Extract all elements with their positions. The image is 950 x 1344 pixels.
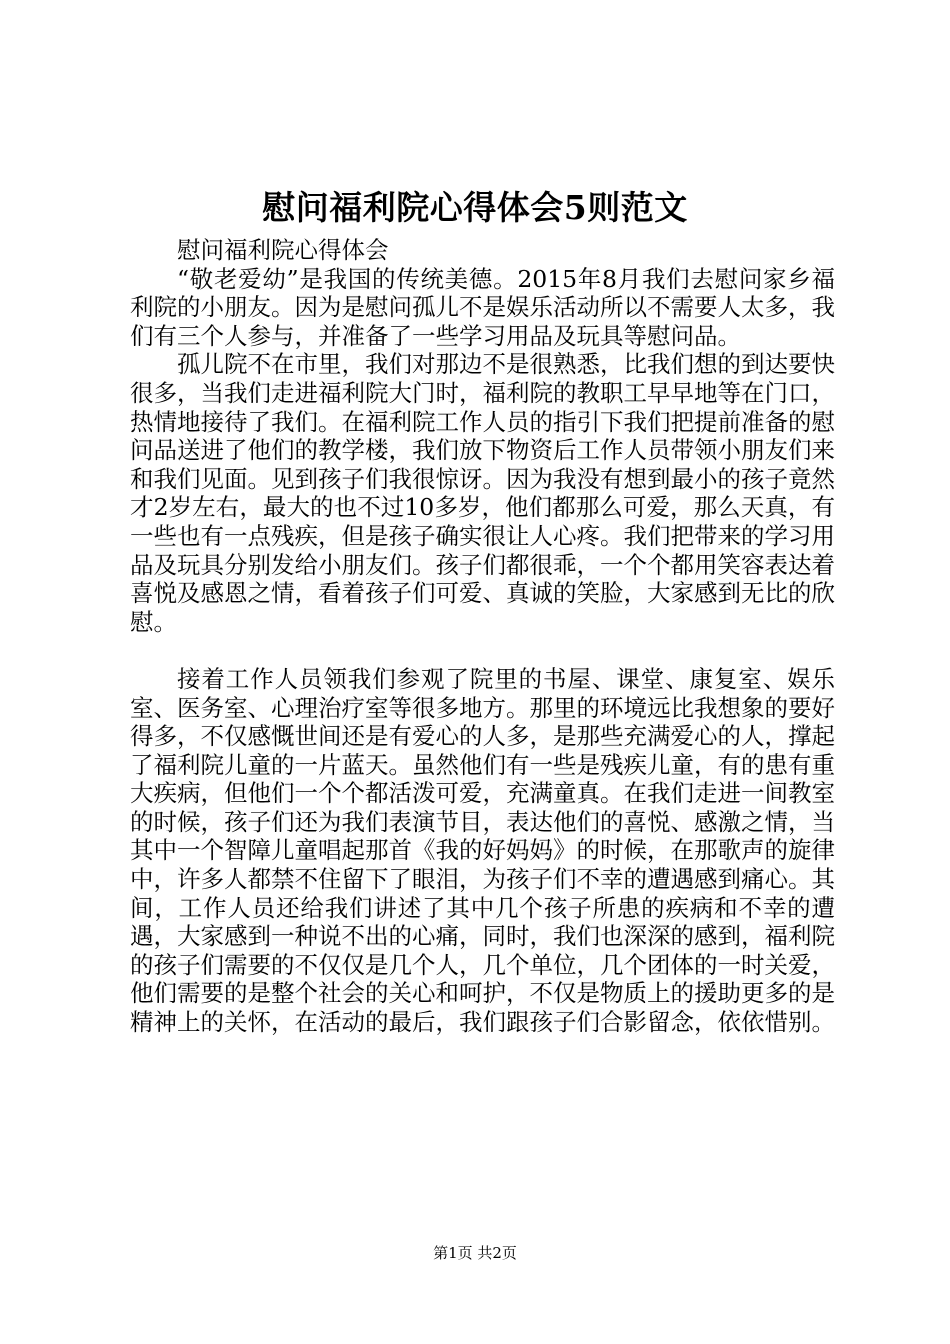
page-number-footer: 第1页 共2页 [433,1244,517,1262]
body-paragraph: “敬老爱幼”是我国的传统美德。2015年8月我们去慰问家乡福利院的小朋友。因为是慰问孤儿不是娱乐活动所以不需要人太多，我们有三个人参与，并准备了一些学习用品及玩具等慰问品。 [130,264,835,350]
body-paragraph: 接着工作人员领我们参观了院里的书屋、课堂、康复室、娱乐室、医务室、心理治疗室等很多地方。那里的环境远比我想象的要好得多，不仅感慨世间还是有爱心的人多，是那些充满爱心的人，撑起了福利院儿童的一片蓝天。虽然他们有一些是残疾儿童，有的患有重大疾病，但他们一个个都活泼可爱，充满童真。在我们走进一间教室的时候，孩子们还为我们表演节目，表达他们的喜悦、感激之情，当其中一个智障儿童唱起那首《我的好妈妈》的时候，在那歌声的旋律中，许多人都禁不住留下了眼泪，为孩子们不幸的遭遇感到痛心。其间，工作人员还给我们讲述了其中几个孩子所患的疾病和不幸的遭遇，大家感到一种说不出的心痛，同时，我们也深深的感到，福利院的孩子们需要的不仅仅是几个人，几个单位，几个团体的一时关爱，他们需要的是整个社会的关心和呵护，不仅是物质上的援助更多的是精神上的关怀，在活动的最后，我们跟孩子们合影留念，依依惜别。 [130,664,835,1037]
document-title: 慰问福利院心得体会5则范文 [262,188,688,227]
document-body [130,236,835,1037]
body-paragraph: 孤儿院不在市里，我们对那边不是很熟悉，比我们想的到达要快很多，当我们走进福利院大门时，福利院的教职工早早地等在门口，热情地接待了我们。在福利院工作人员的指引下我们把提前准备的慰问品送进了他们的教学楼，我们放下物资后工作人员带领小朋友们来和我们见面。见到孩子们我很惊讶。因为我没有想到最小的孩子竟然才2岁左右，最大的也不过10多岁，他们都那么可爱，那么天真，有一些也有一点残疾，但是孩子确实很让人心疼。我们把带来的学习用品及玩具分别发给小朋友们。孩子们都很乖，一个个都用笑容表达着喜悦及感恩之情，看着孩子们可爱、真诚的笑脸，大家感到无比的欣慰。 [130,350,835,636]
subtitle-paragraph: 慰问福利院心得体会 [177,236,389,264]
